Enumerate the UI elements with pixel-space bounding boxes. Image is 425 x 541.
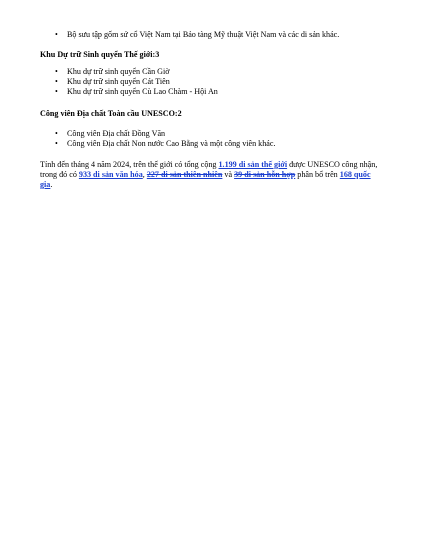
summary-text: .	[50, 180, 53, 189]
natural-heritage-link[interactable]: 227 di sản thiên nhiên	[146, 170, 223, 179]
list-item	[40, 30, 385, 40]
list-item-text: Công viên Địa chất Non nước Cao Bằng và một công viên khác.	[67, 139, 276, 148]
summary-text: Tính đến tháng 4 năm 2024, trên thế giới có tổng cộng	[40, 160, 219, 169]
list-item-text: Khu dự trữ sinh quyển Cát Tiên	[67, 77, 170, 86]
biosphere-heading: Khu Dự trữ Sinh quyển Thế giới:3	[40, 50, 160, 59]
summary-paragraph	[40, 160, 380, 190]
bullet-icon: •	[55, 67, 58, 76]
bullet-icon: •	[55, 129, 58, 138]
list-item	[40, 139, 385, 149]
summary-text: và	[222, 170, 235, 179]
list-item-text: Công viên Địa chất Đồng Văn	[67, 129, 166, 138]
geopark-list	[40, 129, 385, 149]
summary-text: được UNESCO công nhận, trong đó có	[40, 160, 378, 179]
list-item-text: Khu dự trữ sinh quyển Cần Giờ	[67, 67, 170, 76]
list-item-text: Khu dự trữ sinh quyển Cù Lao Chàm - Hội An	[67, 87, 218, 96]
list-item	[40, 129, 385, 139]
mixed-heritage-link[interactable]: 39 di sản hỗn hợp	[234, 170, 296, 179]
bullet-icon: •	[55, 87, 58, 96]
summary-text: phân bổ trên	[295, 170, 340, 179]
heritage-list	[40, 30, 385, 40]
cultural-heritage-link[interactable]: 933 di sản văn hóa	[78, 170, 143, 179]
countries-link[interactable]: 168 quốc gia	[40, 170, 371, 189]
bullet-icon: •	[55, 139, 58, 148]
list-item	[40, 87, 385, 97]
summary-text: ,	[142, 170, 147, 179]
document-content	[40, 30, 385, 198]
geopark-heading: Công viên Địa chất Toàn cầu UNESCO:2	[40, 109, 182, 118]
list-item	[40, 67, 385, 77]
bullet-icon: •	[55, 30, 58, 39]
biosphere-list	[40, 67, 385, 97]
bullet-icon: •	[55, 77, 58, 86]
list-item-text: Bộ sưu tập gốm sứ cổ Việt Nam tại Bảo tàng Mỹ thuật Việt Nam và các di sản khác.	[67, 30, 340, 39]
world-heritage-link[interactable]: 1.199 di sản thế giới	[218, 160, 288, 169]
list-item	[40, 77, 385, 87]
